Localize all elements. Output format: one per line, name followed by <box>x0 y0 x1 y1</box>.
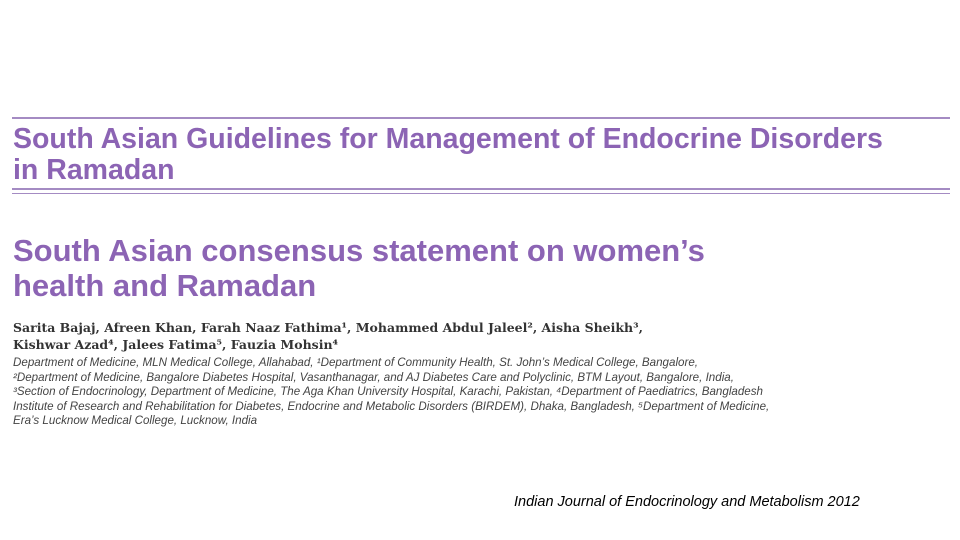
affiliation-line: Department of Medicine, MLN Medical College, Allahabad, ¹Department of Community Health, St. John’s Medical College, Bangalore, <box>13 356 699 369</box>
series-title-line-1: South Asian Guidelines for Management of Endocrine Disorders <box>13 123 883 155</box>
middle-rule-bottom <box>12 193 950 194</box>
affiliation-line: ³Section of Endocrinology, Department of Medicine, The Aga Khan University Hospital, Karachi, Pakistan, ⁴Department of Paediatrics, Bangladesh <box>13 385 763 398</box>
journal-citation: Indian Journal of Endocrinology and Metabolism 2012 <box>514 494 860 510</box>
affiliation-line: ²Department of Medicine, Bangalore Diabetes Hospital, Vasanthanagar, and AJ Diabetes Care and Polyclinic, BTM Layout, Bangalore, India, <box>13 370 734 384</box>
author-line-2: Kishwar Azad⁴, Jalees Fatima⁵, Fauzia Mohsin⁴ <box>13 337 339 352</box>
author-list <box>13 319 953 353</box>
affiliations <box>13 356 953 429</box>
article-title <box>13 233 953 303</box>
top-rule <box>12 117 950 119</box>
affiliation-line: Institute of Research and Rehabilitation for Diabetes, Endocrine and Metabolic Disorders (BIRDEM), Dhaka, Bangladesh, ⁵Department of Medicine, <box>13 399 770 413</box>
series-title <box>13 124 953 186</box>
affiliation-line: Era’s Lucknow Medical College, Lucknow, India <box>13 414 258 427</box>
middle-rule-top <box>12 188 950 190</box>
author-line-1: Sarita Bajaj, Afreen Khan, Farah Naaz Fathima¹, Mohammed Abdul Jaleel², Aisha Sheikh³, <box>13 320 643 335</box>
series-title-line-2: in Ramadan <box>13 154 175 186</box>
article-title-line-2: health and Ramadan <box>13 268 317 303</box>
article-title-line-1: South Asian consensus statement on women’s <box>13 233 705 268</box>
